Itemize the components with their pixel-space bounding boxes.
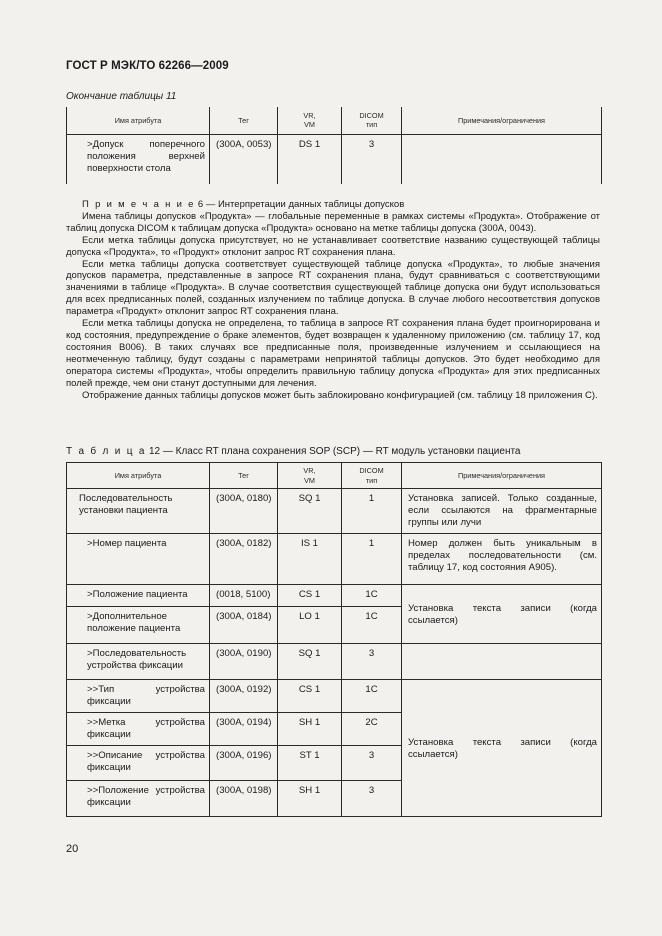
attribute-dicom-type: 3 — [342, 746, 402, 781]
attribute-notes: Установка текста записи (когда ссылается) — [402, 680, 602, 817]
table-12 — [66, 462, 602, 817]
attribute-tag: (300A, 0180) — [210, 489, 278, 534]
attribute-name: >Дополнительное положение пациента — [67, 607, 210, 644]
attribute-name: >Допуск поперечного положения верхней поверхности стола — [67, 134, 210, 184]
col-header-dicom: DICOM тип — [342, 107, 402, 134]
table-row — [67, 644, 602, 680]
attribute-tag: (300A, 0190) — [210, 644, 278, 680]
note-paragraph: Если метка таблицы допуска не определена, то таблица в запросе RT сохранения плана будет проигнорирована и код состояния, предупреждение о браке элементов, будет возвращен к удаленному приложению (см. таблицу 17, код состояния B006). В таких случаях все предписанные поля, произведенные излучением и ссылающиеся на неотмеченную таблицу, будут созданы с параметрами непринятой таблицы допусков. Это будет необходимо для оператора системы «Продукта», чтобы определить правильную таблицу допуска «Продукта» для этих предписанных полей прежде, чем они станут доступными для лечения. — [66, 318, 600, 389]
table-row — [67, 680, 602, 713]
attribute-notes — [402, 644, 602, 680]
note-paragraph: Если метка таблицы допуска соответствует существующей таблице допуска «Продукта», то любые значения допусков параметра, представленные в запросе RT сохранения плана, будут сравниваться с соответствующими значениями в таблице «Продукта». В случае соответствия существующей таблице допуска они будут использоваться для всех предписанных полей, созданных излучением по таблице допуска. В случае любого несоответствия допусков параметра «Продукт» отклонит запрос RT сохранения плана. — [66, 258, 600, 318]
col-header-vr: VR, VM — [278, 107, 342, 134]
attribute-tag: (300A, 0198) — [210, 781, 278, 817]
col-header-dicom: DICOM тип — [342, 463, 402, 489]
table-row — [67, 489, 602, 534]
col-header-tag: Тег — [210, 463, 278, 489]
attribute-notes: Установка текста записи (когда ссылается) — [402, 585, 602, 644]
attribute-vr: ST 1 — [278, 746, 342, 781]
attribute-dicom-type: 2C — [342, 713, 402, 746]
attribute-name: >>Тип устройства фиксации — [67, 680, 210, 713]
attribute-vr: SH 1 — [278, 781, 342, 817]
note-6 — [66, 199, 600, 401]
table-11-caption: Окончание таблицы 11 — [66, 91, 177, 102]
attribute-vr: DS 1 — [278, 134, 342, 184]
attribute-notes: Установка записей. Только созданные, если ссылаются на фрагментарные группы или лучи — [402, 489, 602, 534]
attribute-vr: IS 1 — [278, 534, 342, 585]
attribute-vr: CS 1 — [278, 585, 342, 607]
attribute-name: Последовательность установки пациента — [67, 489, 210, 534]
table-11 — [66, 107, 602, 184]
attribute-vr: LO 1 — [278, 607, 342, 644]
attribute-vr: SQ 1 — [278, 644, 342, 680]
attribute-notes: Номер должен быть уникальным в пределах последовательности (см. таблицу 17, код состояния A905). — [402, 534, 602, 585]
attribute-dicom-type: 1 — [342, 534, 402, 585]
col-header-vr: VR, VM — [278, 463, 342, 489]
note-paragraph: Отображение данных таблицы допусков может быть заблокировано конфигурацией (см. таблицу 18 приложения С). — [82, 389, 598, 401]
attribute-vr: SQ 1 — [278, 489, 342, 534]
attribute-tag: (300A, 0182) — [210, 534, 278, 585]
col-header-tag: Тег — [210, 107, 278, 134]
attribute-vr: SH 1 — [278, 713, 342, 746]
attribute-dicom-type: 1 — [342, 489, 402, 534]
attribute-dicom-type: 3 — [342, 134, 402, 184]
table-12-caption: Т а б л и ц а 12 — Класс RT плана сохранения SOP (SCP) — RT модуль установки пациента — [66, 446, 521, 457]
note-title: П р и м е ч а н и е 6 — Интерпретации данных таблицы допусков — [82, 199, 405, 210]
note-paragraph: Если метка таблицы допуска присутствует, но не устанавливает соответствие названию существующей таблицы допуска «Продукта», то «Продукт» отклонит запрос RT сохранения плана. — [66, 234, 600, 258]
attribute-dicom-type: 1C — [342, 585, 402, 607]
attribute-name: >>Положение устройства фиксации — [67, 781, 210, 817]
attribute-dicom-type: 3 — [342, 644, 402, 680]
attribute-name: >Последовательность устройства фиксации — [67, 644, 210, 680]
note-paragraph: Имена таблицы допусков «Продукта» — глобальные переменные в рамках системы «Продукта». Отображение от таблиц допуска DICOM к таблицам допуска «Продукта» основано на метке таблицы допуска (300A, 0043). — [66, 210, 600, 234]
attribute-tag: (300A, 0194) — [210, 713, 278, 746]
attribute-tag: (0018, 5100) — [210, 585, 278, 607]
attribute-name: >Положение пациента — [67, 585, 210, 607]
attribute-tag: (300A, 0196) — [210, 746, 278, 781]
attribute-dicom-type: 1C — [342, 680, 402, 713]
attribute-name: >>Описание устройства фиксации — [67, 746, 210, 781]
attribute-notes — [402, 134, 602, 184]
col-header-name: Имя атрибута — [67, 107, 210, 134]
col-header-notes: Примечания/ограничения — [402, 107, 602, 134]
attribute-tag: (300A, 0184) — [210, 607, 278, 644]
attribute-name: >Номер пациента — [67, 534, 210, 585]
col-header-notes: Примечания/ограничения — [402, 463, 602, 489]
attribute-name: >>Метка устройства фиксации — [67, 713, 210, 746]
attribute-tag: (300A, 0192) — [210, 680, 278, 713]
table-row — [67, 585, 602, 607]
table-row — [67, 534, 602, 585]
attribute-dicom-type: 3 — [342, 781, 402, 817]
page-number: 20 — [66, 843, 79, 855]
document-header: ГОСТ Р МЭК/ТО 62266—2009 — [66, 60, 229, 72]
table-row — [67, 134, 602, 184]
col-header-name: Имя атрибута — [67, 463, 210, 489]
attribute-vr: CS 1 — [278, 680, 342, 713]
attribute-dicom-type: 1C — [342, 607, 402, 644]
attribute-tag: (300A, 0053) — [210, 134, 278, 184]
